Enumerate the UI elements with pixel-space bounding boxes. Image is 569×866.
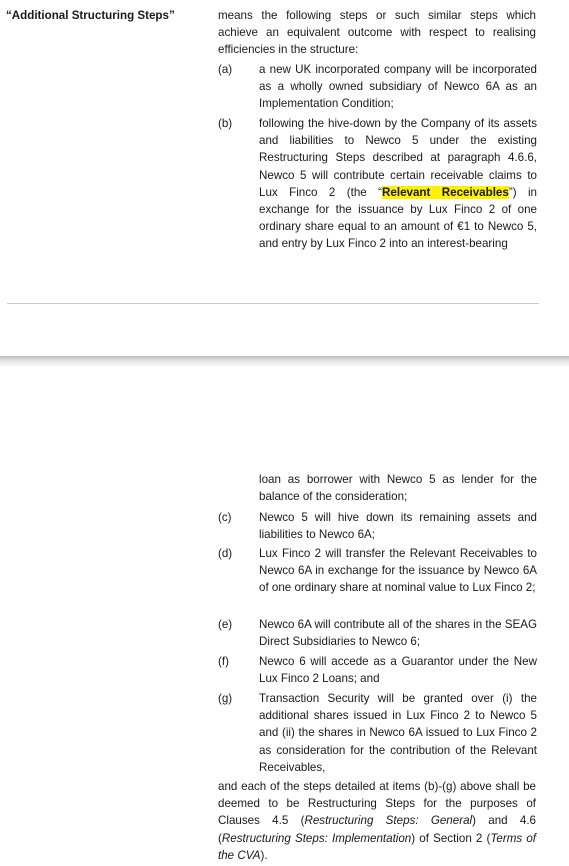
defined-term: “Additional Structuring Steps” <box>6 9 175 22</box>
closing-text-4: ). <box>260 848 268 862</box>
item-f-label: (f) <box>218 655 229 668</box>
closing-text-2: ) and 4.6 ( <box>218 814 536 845</box>
item-b-text-before: following the hive-down by the Company of its assets and liabilities to Newco 5 under the existing Restructuring Steps described at paragraph 4.6.6, Newco 5 will contribute certain receivable claims to Lux Finco 2 (the “ <box>259 117 537 199</box>
closing-text-1: and each of the steps detailed at items (b)-(g) above shall be deemed to be Restructuring Steps for the purposes of Clauses 4.5 ( <box>218 780 536 828</box>
item-e-label: (e) <box>218 618 233 631</box>
item-b-text <box>259 115 537 253</box>
item-a-text: a new UK incorporated company will be incorporated as a wholly owned subsidiary of Newco 6A as an Implementation Condition; <box>259 63 537 111</box>
closing-paragraph <box>218 778 536 864</box>
page-separator <box>0 358 569 368</box>
page-bottom-rule <box>7 303 539 304</box>
closing-italic-2: Restructuring Steps: Implementation <box>221 831 412 845</box>
item-g-text: Transaction Security will be granted over (i) the additional shares issued in Lux Finco 2 to Newco 5 and (ii) the shares in Newco 6A issued to Lux Finco 2 as consideration for the contribution of the Relevant Receivables, <box>259 692 537 774</box>
closing-text-3: ) of Section 2 ( <box>411 831 491 845</box>
item-b-label: (b) <box>218 117 233 130</box>
item-d-label: (d) <box>218 547 233 560</box>
item-c-text: Newco 5 will hive down its remaining assets and liabilities to Newco 6A; <box>259 511 537 542</box>
item-c-label: (c) <box>218 511 232 524</box>
item-d-text: Lux Finco 2 will transfer the Relevant Receivables to Newco 6A in exchange for the issuance by Newco 6A of one ordinary share at nominal value to Lux Finco 2; <box>259 547 537 595</box>
item-b-text-after: ”) in exchange for the issuance by Lux Finco 2 of one ordinary share equal to an amount of €1 to Newco 5, and entry by Lux Finco 2 into an interest-bearing <box>259 185 537 251</box>
closing-italic-1: Restructuring Steps: General <box>304 814 473 828</box>
definition-intro: means the following steps or such similar steps which achieve an equivalent outcome with respect to realising efficiencies in the structure: <box>218 9 536 57</box>
relevant-receivables-highlight: Relevant Receivables <box>382 185 509 199</box>
item-e-text: Newco 6A will contribute all of the shares in the SEAG Direct Subsidiaries to Newco 6; <box>259 618 537 649</box>
item-b-continuation: loan as borrower with Newco 5 as lender for the balance of the consideration; <box>259 473 537 504</box>
item-f-text: Newco 6 will accede as a Guarantor under the New Lux Finco 2 Loans; and <box>259 655 537 686</box>
closing-italic-3: Terms of the CVA <box>218 831 536 862</box>
item-a-label: (a) <box>218 63 233 76</box>
item-g-label: (g) <box>218 692 233 705</box>
